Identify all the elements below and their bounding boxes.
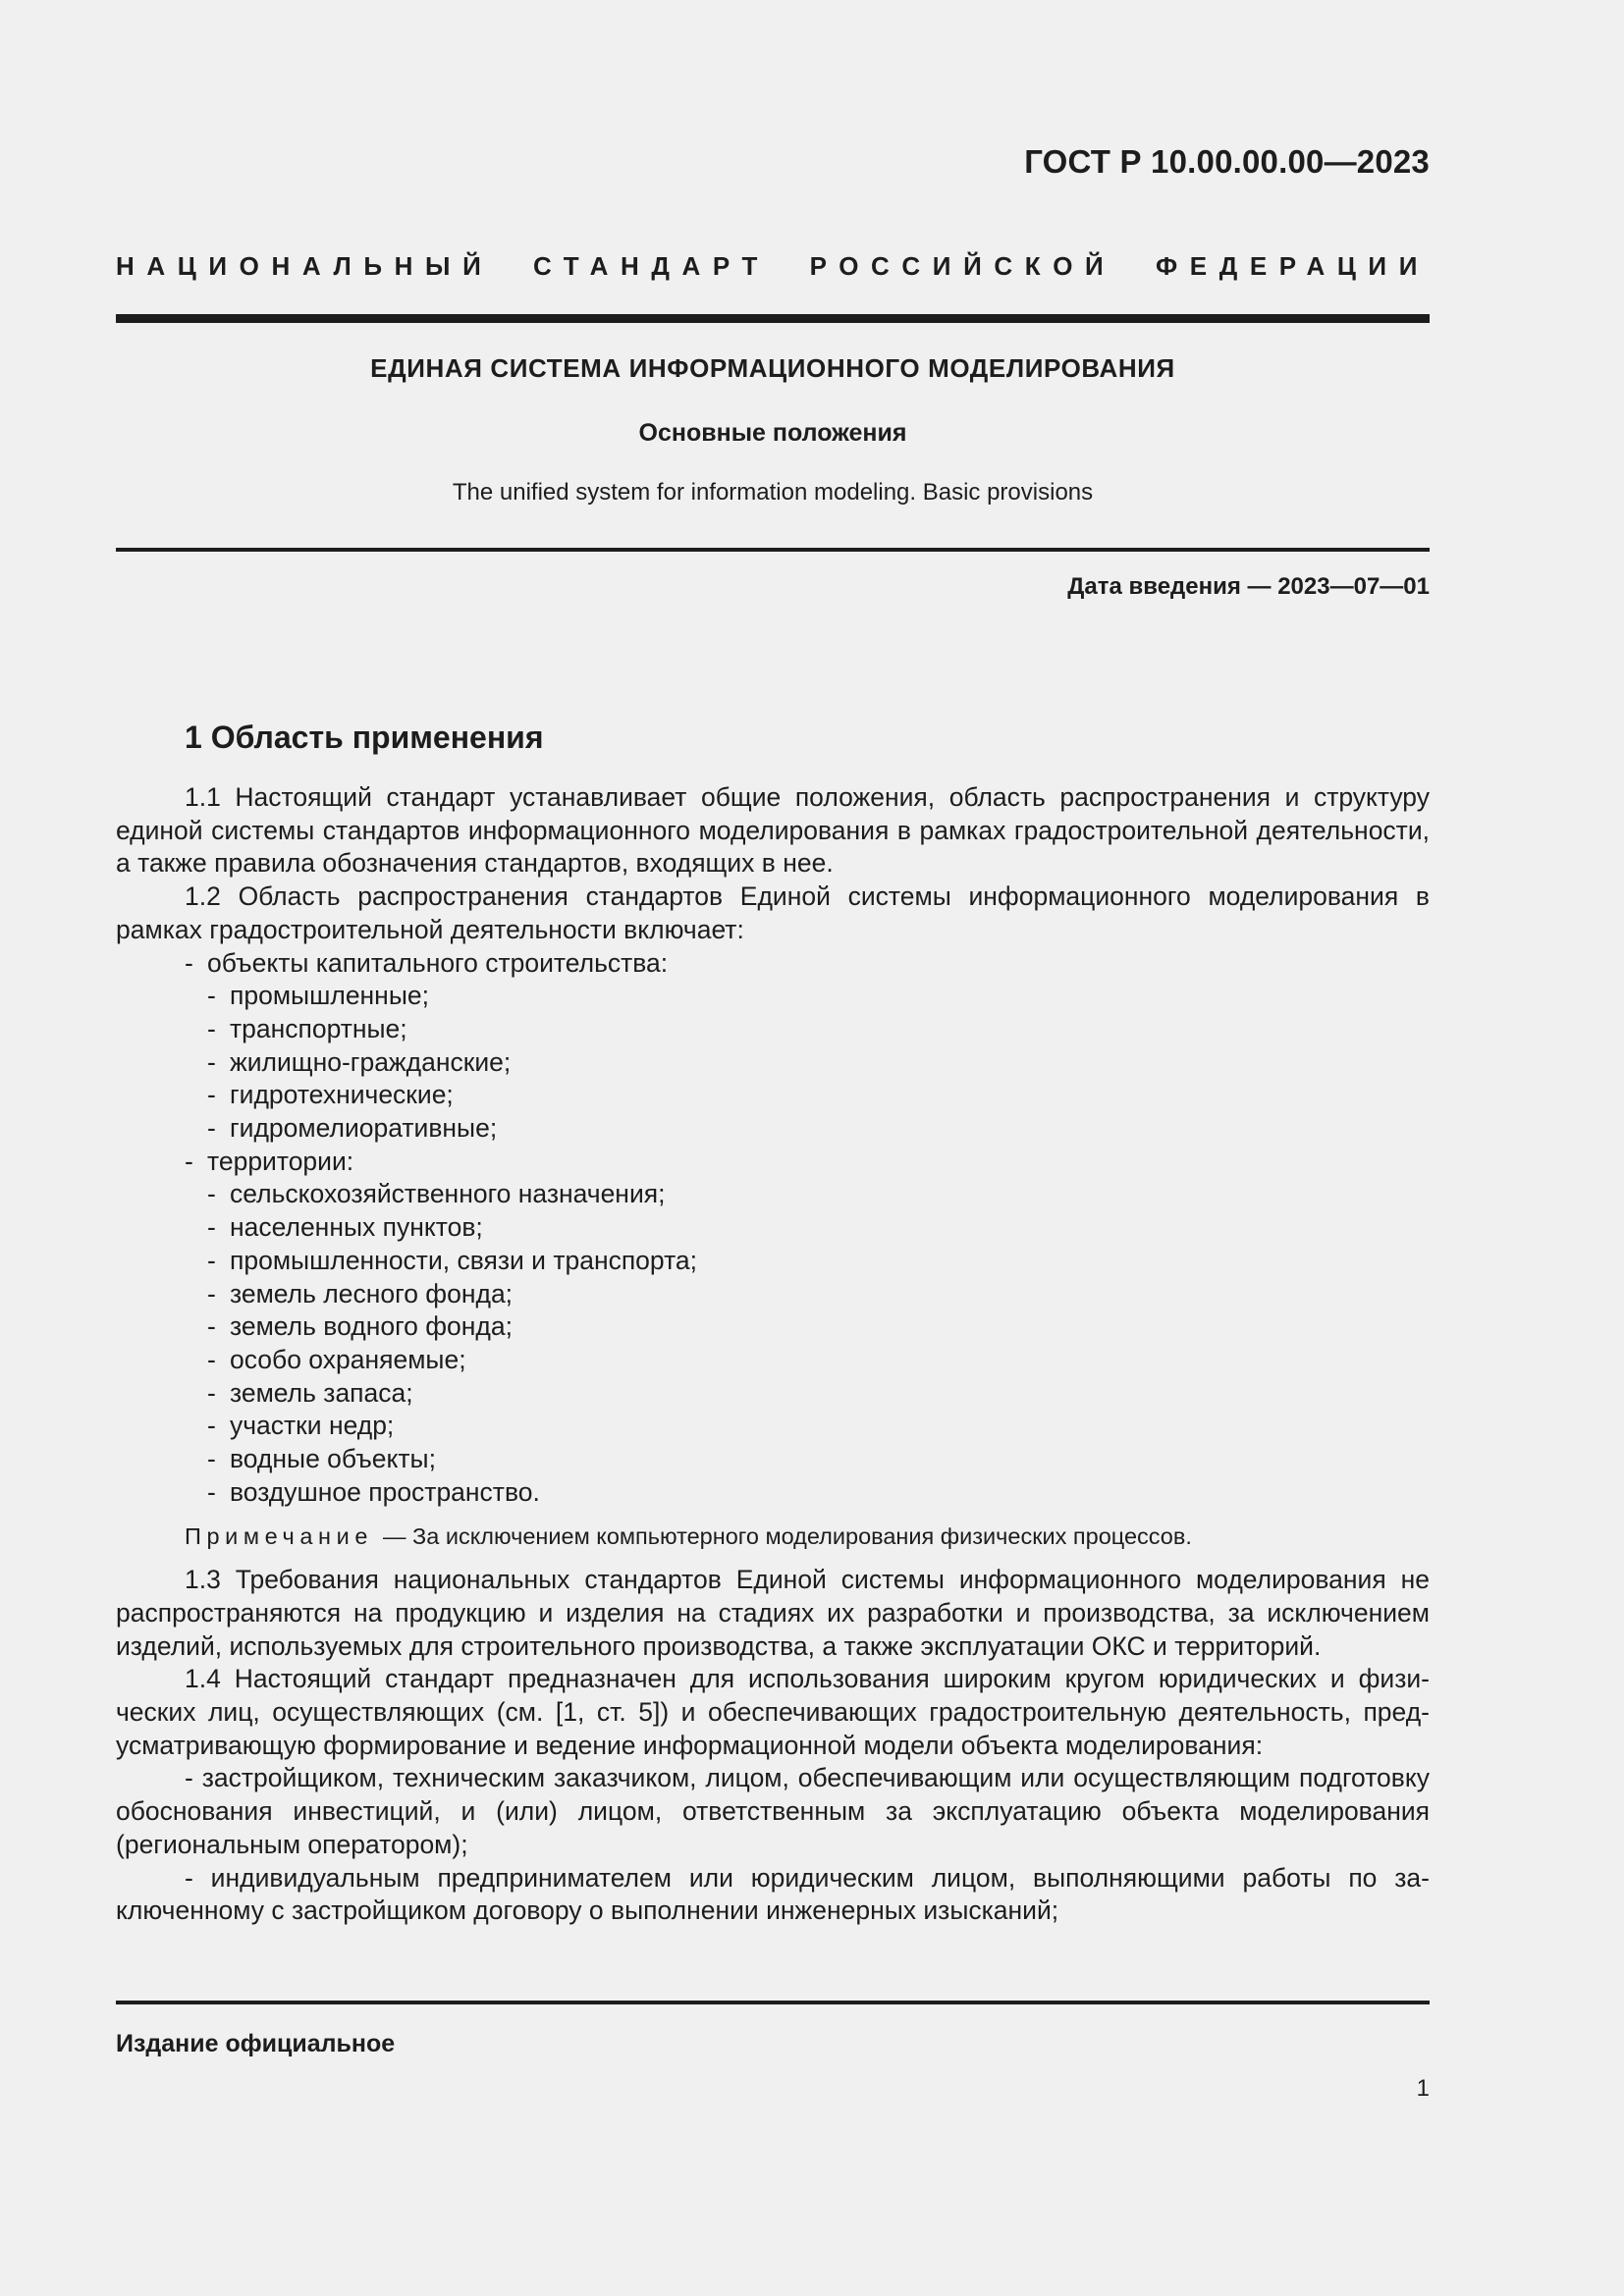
list-dash: -	[207, 1476, 216, 1507]
list-item-text: особо охраняемые;	[230, 1344, 466, 1374]
list-dash: -	[207, 1046, 216, 1077]
section-body	[116, 781, 1430, 1928]
list-item	[116, 1310, 1430, 1344]
list-item-text: гидромелиоративные;	[230, 1113, 498, 1144]
list-item	[116, 1013, 1430, 1046]
list-item	[116, 980, 1430, 1013]
list-item-text: гидротехнические;	[230, 1080, 454, 1110]
page-number: 1	[1416, 2075, 1430, 2102]
document-subtitle: Основные положения	[638, 419, 907, 447]
title-divider	[116, 548, 1430, 552]
list-item	[116, 1211, 1430, 1245]
list-dash: -	[207, 981, 216, 1011]
list-item-text: промышленности, связи и транспорта;	[230, 1245, 698, 1275]
list-dash: -	[207, 1113, 216, 1144]
list-item	[116, 1079, 1430, 1112]
paragraph-1-4-item-b: - индивидуальным предпринимателем или юридическим лицом, выполняющими работы по заключенному с застройщиком договору о выполнении инженерных изысканий;	[116, 1862, 1430, 1926]
list-item	[116, 1178, 1430, 1211]
list-item-text: земель запаса;	[230, 1377, 413, 1408]
list-dash: -	[207, 1411, 216, 1441]
note-label: Примечание	[185, 1523, 374, 1550]
list-item-text: населенных пунктов;	[230, 1212, 483, 1243]
paragraph-1-2: 1.2 Область распространения стандартов Единой системы информационного моделирования в рамках градостроительной деятельности включает:	[116, 881, 1430, 944]
list-dash: -	[207, 1013, 216, 1043]
list-item	[116, 1377, 1430, 1411]
list-item-text: воздушное пространство.	[230, 1476, 540, 1507]
list-dash: -	[185, 947, 193, 978]
list-dash: -	[207, 1212, 216, 1243]
document-title: ЕДИНАЯ СИСТЕМА ИНФОРМАЦИОННОГО МОДЕЛИРОВАНИЯ	[370, 353, 1175, 383]
footer-divider	[116, 2001, 1430, 2004]
list-item	[116, 1410, 1430, 1443]
list-item-text: земель лесного фонда;	[230, 1278, 514, 1308]
official-edition-label: Издание официальное	[116, 2030, 396, 2057]
introduction-date: Дата введения — 2023—07—01	[1067, 573, 1430, 600]
list-dash: -	[207, 1311, 216, 1342]
list-item-text: земель водного фонда;	[230, 1311, 513, 1342]
list-item	[116, 1146, 1430, 1179]
paragraph-1-4: 1.4 Настоящий стандарт предназначен для использования широким кругом юридических и физических лиц, осуществляющих (см. [1, ст. 5]) и обеспечивающих градостроительную деятельность, предусматривающую формирование и ведение информационной модели объекта моделирования:	[116, 1664, 1430, 1760]
document-title-english: The unified system for information modeling. Basic provisions	[452, 479, 1094, 506]
list-dash: -	[207, 1080, 216, 1110]
list-dash: -	[207, 1344, 216, 1374]
standard-number: ГОСТ Р 10.00.00.00—2023	[1024, 143, 1430, 180]
note-text: — За исключением компьютерного моделирования физических процессов.	[383, 1523, 1192, 1550]
section-heading: 1 Область применения	[185, 720, 544, 755]
document-page	[116, 0, 1430, 2296]
list-dash: -	[185, 1146, 193, 1176]
list-item	[116, 1278, 1430, 1311]
note	[185, 1521, 1430, 1554]
national-standard-caption: НАЦИОНАЛЬНЫЙ СТАНДАРТ РОССИЙСКОЙ ФЕДЕРАЦИИ	[116, 251, 1430, 281]
list-item-text: объекты капитального строительства:	[207, 947, 669, 978]
list-item	[116, 947, 1430, 981]
paragraph-1-1: 1.1 Настоящий стандарт устанавливает общие положения, область распространения и структуру единой системы стандартов информационного моделирования в рамках градостроительной деятельности, а также правила обозначения стандартов, входящих в нее.	[116, 782, 1430, 879]
list-item	[116, 1046, 1430, 1080]
list-item-text: транспортные;	[230, 1013, 407, 1043]
list-item-text: сельскохозяйственного назначения;	[230, 1179, 666, 1209]
list-item-text: водные объекты;	[230, 1444, 436, 1474]
list-dash: -	[207, 1444, 216, 1474]
list-item-text: участки недр;	[230, 1411, 395, 1441]
list-item	[116, 1344, 1430, 1377]
list-dash: -	[207, 1377, 216, 1408]
list-item-text: промышленные;	[230, 981, 429, 1011]
list-dash: -	[207, 1179, 216, 1209]
list-item	[116, 1476, 1430, 1510]
list-dash: -	[207, 1278, 216, 1308]
list-item	[116, 1112, 1430, 1146]
list-dash: -	[207, 1245, 216, 1275]
header-divider	[116, 314, 1430, 323]
list-item	[116, 1443, 1430, 1476]
paragraph-1-3: 1.3 Требования национальных стандартов Единой системы информационного моделирования не распространяются на продукцию и изделия на стадиях их разработки и производства, за исключением изделий, используемых для строительного производства, а также эксплуатации ОКС и территорий.	[116, 1565, 1430, 1661]
list-item-text: территории:	[207, 1146, 354, 1176]
list-item	[116, 1245, 1430, 1278]
list-item-text: жилищно-гражданские;	[230, 1046, 512, 1077]
paragraph-1-4-item-a: - застройщиком, техническим заказчиком, лицом, обеспечивающим или осуществляющим подготовку обоснования инвестиций, и (или) лицом, ответственным за эксплуатацию объекта моделирования (региональным оператором);	[116, 1763, 1430, 1859]
